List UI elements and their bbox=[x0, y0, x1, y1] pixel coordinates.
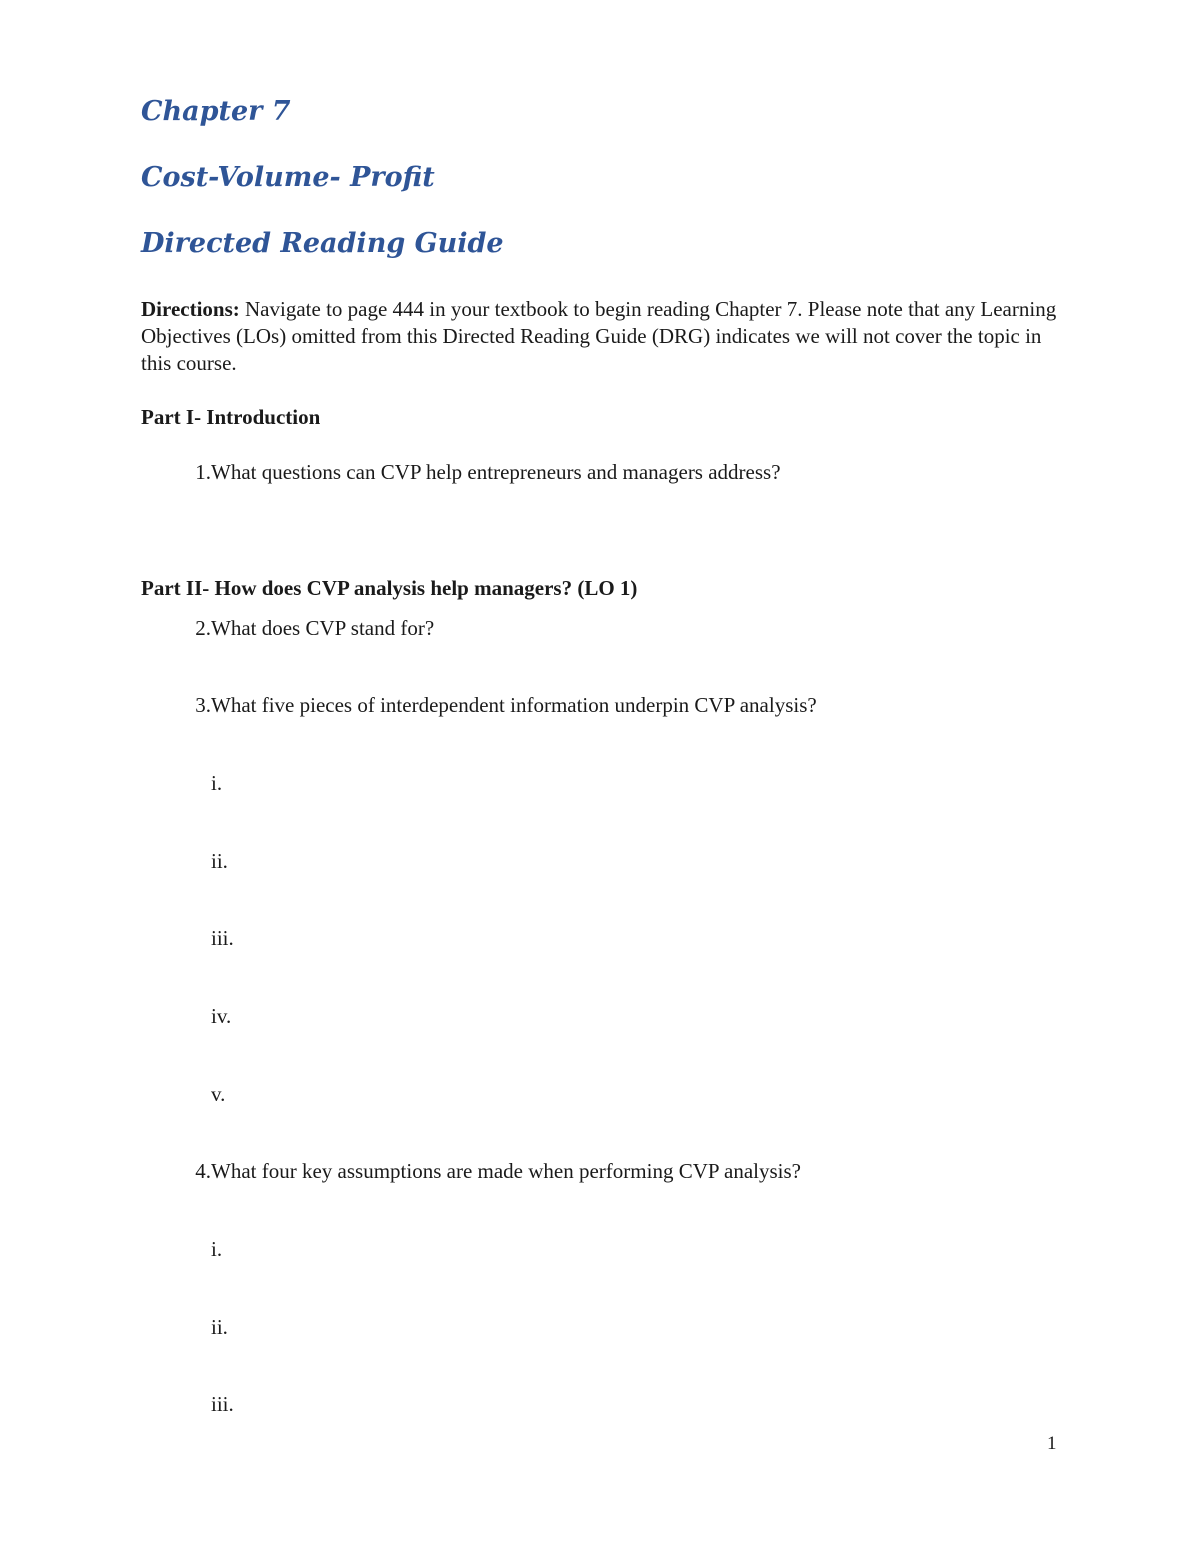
question-4-sub-iii: iii. bbox=[211, 1392, 234, 1416]
question-2 bbox=[141, 616, 434, 641]
question-4-sub-ii: ii. bbox=[211, 1315, 228, 1339]
question-2-number: 2. bbox=[195, 616, 211, 640]
question-3-sub-v: v. bbox=[211, 1082, 226, 1106]
directions-text: Navigate to page 444 in your textbook to begin reading Chapter 7. Please note that any Learning Objectives (LOs) omitted from this Directed Reading Guide (DRG) indicates we will not cover the topic in this course. bbox=[141, 297, 1057, 375]
part-1-title: Part I- Introduction bbox=[141, 405, 321, 429]
part-2-title: Part II- How does CVP analysis help managers? (LO 1) bbox=[141, 576, 638, 600]
question-1 bbox=[141, 460, 781, 485]
question-4-number: 4. bbox=[195, 1159, 211, 1183]
question-2-text: What does CVP stand for? bbox=[211, 616, 435, 640]
question-3-sub-ii: ii. bbox=[211, 849, 228, 873]
directions-paragraph bbox=[141, 296, 1061, 377]
question-3-sub-i: i. bbox=[211, 771, 223, 795]
page-number: 1 bbox=[1047, 1433, 1057, 1454]
question-3-sub-iii: iii. bbox=[211, 926, 234, 950]
topic-heading: Cost-Volume- Profit bbox=[141, 162, 435, 193]
question-4 bbox=[141, 1159, 801, 1184]
guide-heading: Directed Reading Guide bbox=[141, 228, 504, 259]
chapter-heading: Chapter 7 bbox=[141, 96, 291, 127]
question-1-number: 1. bbox=[195, 460, 211, 484]
question-4-sub-i: i. bbox=[211, 1237, 223, 1261]
question-1-text: What questions can CVP help entrepreneurs and managers address? bbox=[211, 460, 781, 484]
question-4-text: What four key assumptions are made when performing CVP analysis? bbox=[211, 1159, 801, 1183]
question-3-text: What five pieces of interdependent information underpin CVP analysis? bbox=[211, 693, 817, 717]
question-3-number: 3. bbox=[195, 693, 211, 717]
question-3-sub-iv: iv. bbox=[211, 1004, 232, 1028]
directions-label: Directions: bbox=[141, 297, 240, 321]
question-3 bbox=[141, 693, 817, 718]
